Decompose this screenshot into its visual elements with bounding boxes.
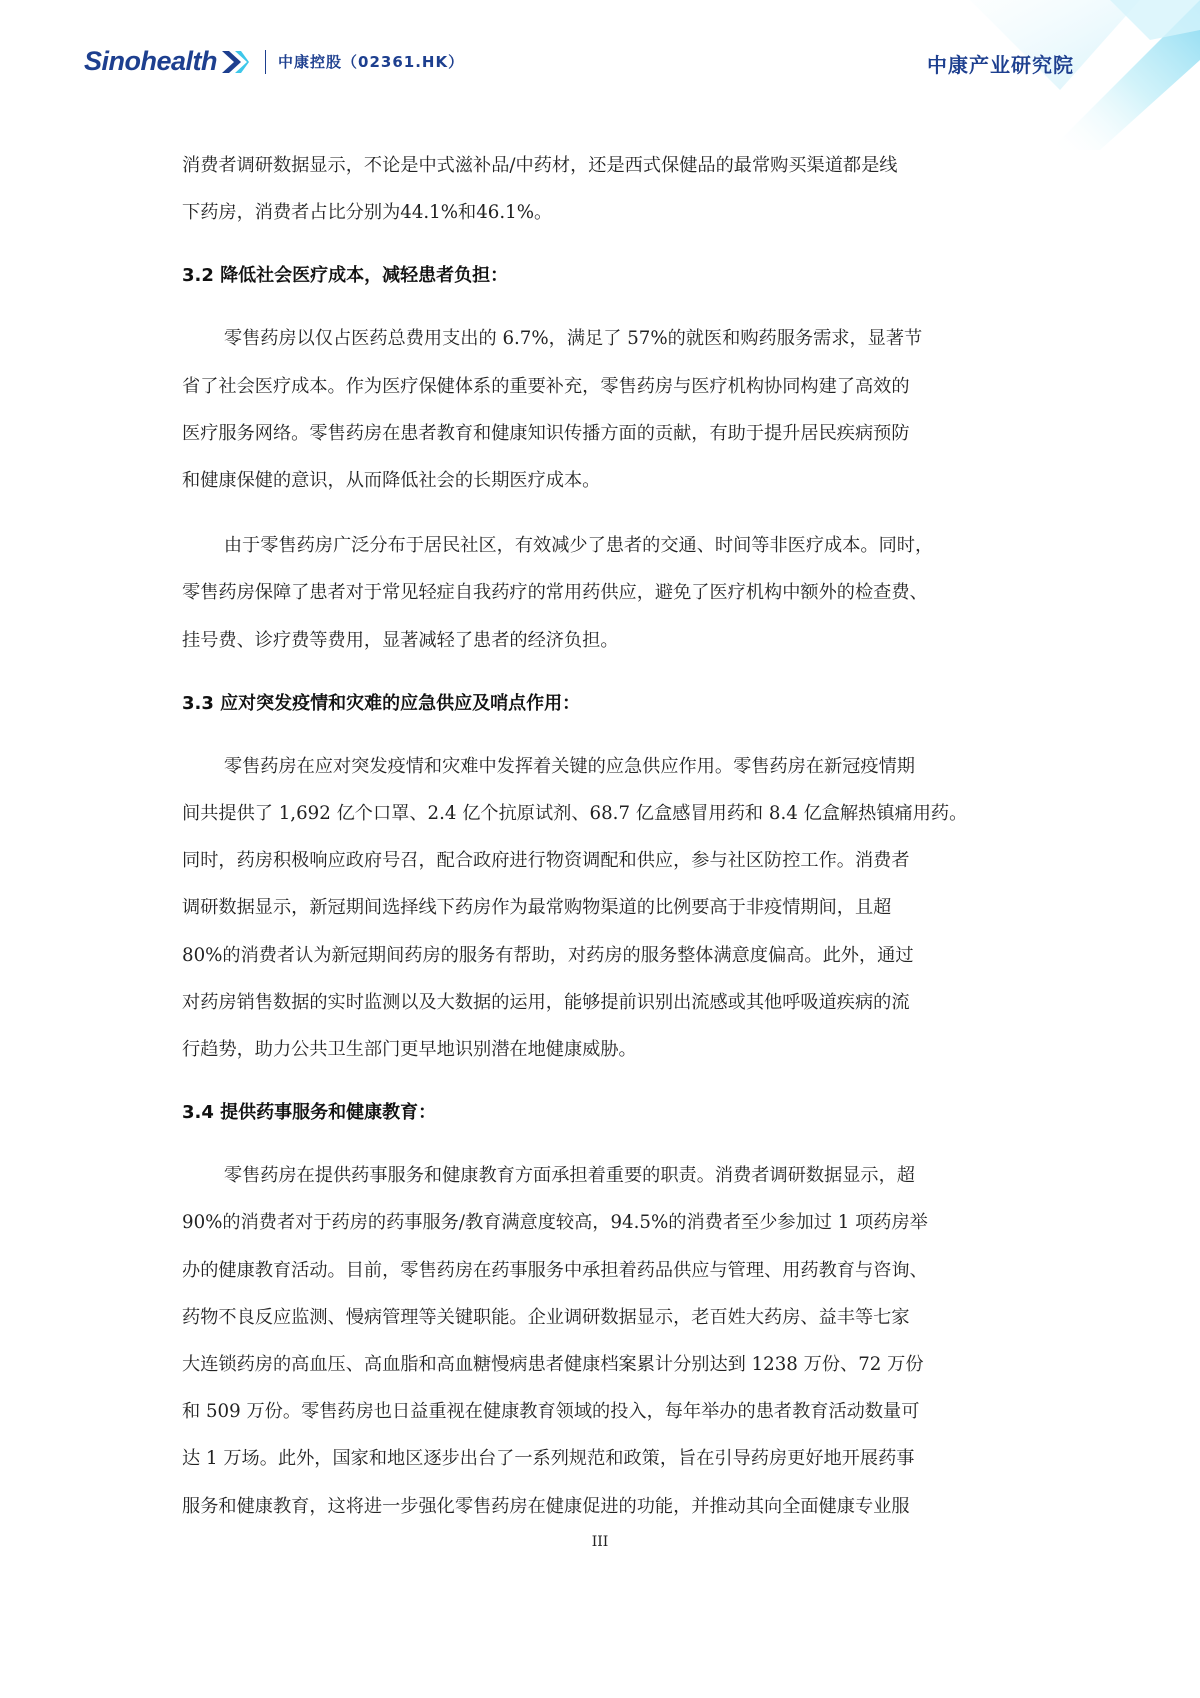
paragraph-3-3-1 xyxy=(182,743,1022,1073)
stock-code: 中康控股（02361.HK） xyxy=(278,53,465,71)
text-line: 达 1 万场。此外，国家和地区逐步出台了一系列规范和政策，旨在引导药房更好地开展药事 xyxy=(182,1448,915,1470)
text-line: 调研数据显示，新冠期间选择线下药房作为最常购物渠道的比例要高于非疫情期间，且超 xyxy=(182,897,892,919)
document-body xyxy=(182,142,1022,1530)
institute-name: 中康产业研究院 xyxy=(927,53,1074,77)
text-line: 大连锁药房的高血压、高血脂和高血糖慢病患者健康档案累计分别达到 1238 万份、72 万份 xyxy=(182,1354,924,1376)
text-line: 零售药房在提供药事服务和健康教育方面承担着重要的职责。消费者调研数据显示，超 xyxy=(223,1165,915,1187)
text-line: 行趋势，助力公共卫生部门更早地识别潜在地健康威胁。 xyxy=(182,1039,637,1061)
section-heading-3-2: 3.2 降低社会医疗成本，减轻患者负担： xyxy=(182,265,509,287)
section-heading-3-3: 3.3 应对突发疫情和灾难的应急供应及哨点作用： xyxy=(182,692,581,714)
paragraph-3-4-1 xyxy=(182,1152,1022,1530)
logo-divider xyxy=(265,50,266,74)
text-line: 80%的消费者认为新冠期间药房的服务有帮助，对药房的服务整体满意度偏高。此外，通过 xyxy=(182,944,914,966)
brand-logo[interactable] xyxy=(84,46,464,77)
text-line: 下药房，消费者占比分别为44.1%和46.1%。 xyxy=(182,202,553,224)
paragraph-3-2-1 xyxy=(182,315,1022,504)
logo-chevron-icon xyxy=(219,47,249,77)
text-line: 对药房销售数据的实时监测以及大数据的运用，能够提前识别出流感或其他呼吸道疾病的流 xyxy=(182,991,910,1013)
text-line: 医疗服务网络。零售药房在患者教育和健康知识传播方面的贡献，有助于提升居民疾病预防 xyxy=(182,422,910,444)
text-line: 服务和健康教育，这将进一步强化零售药房在健康促进的功能，并推动其向全面健康专业服 xyxy=(182,1495,910,1517)
page-number: III xyxy=(591,1534,609,1550)
text-line: 90%的消费者对于药房的药事服务/教育满意度较高，94.5%的消费者至少参加过 1 项药房举 xyxy=(182,1212,928,1234)
text-line: 零售药房以仅占医药总费用支出的 6.7%，满足了 57%的就医和购药服务需求，显著节 xyxy=(223,328,923,350)
text-line: 消费者调研数据显示，不论是中式滋补品/中药材，还是西式保健品的最常购买渠道都是线 xyxy=(182,155,898,176)
intro-paragraph xyxy=(182,142,1022,236)
text-line: 药物不良反应监测、慢病管理等关键职能。企业调研数据显示，老百姓大药房、益丰等七家 xyxy=(182,1306,910,1328)
text-line: 办的健康教育活动。目前，零售药房在药事服务中承担着药品供应与管理、用药教育与咨询、 xyxy=(182,1259,928,1281)
text-line: 挂号费、诊疗费等费用，显著减轻了患者的经济负担。 xyxy=(182,629,619,651)
logo-wordmark: Sinohealth xyxy=(84,46,218,76)
text-line: 和健康保健的意识，从而降低社会的长期医疗成本。 xyxy=(182,470,601,492)
paragraph-3-2-2 xyxy=(182,522,1022,664)
text-line: 由于零售药房广泛分布于居民社区，有效减少了患者的交通、时间等非医疗成本。同时， xyxy=(223,535,934,557)
text-line: 同时，药房积极响应政府号召，配合政府进行物资调配和供应，参与社区防控工作。消费者 xyxy=(182,850,910,872)
text-line: 零售药房在应对突发疫情和灾难中发挥着关键的应急供应作用。零售药房在新冠疫情期 xyxy=(223,755,915,777)
text-line: 和 509 万份。零售药房也日益重视在健康教育领域的投入，每年举办的患者教育活动数量可 xyxy=(182,1401,920,1423)
text-line: 省了社会医疗成本。作为医疗保健体系的重要补充，零售药房与医疗机构协同构建了高效的 xyxy=(182,375,910,397)
text-line: 间共提供了 1,692 亿个口罩、2.4 亿个抗原试剂、68.7 亿盒感冒用药和 8.4 亿盒解热镇痛用药。 xyxy=(182,803,968,825)
text-line: 零售药房保障了患者对于常见轻症自我药疗的常用药供应，避免了医疗机构中额外的检查费、 xyxy=(182,582,928,604)
section-heading-3-4: 3.4 提供药事服务和健康教育： xyxy=(182,1102,437,1124)
page-header xyxy=(0,0,1200,120)
